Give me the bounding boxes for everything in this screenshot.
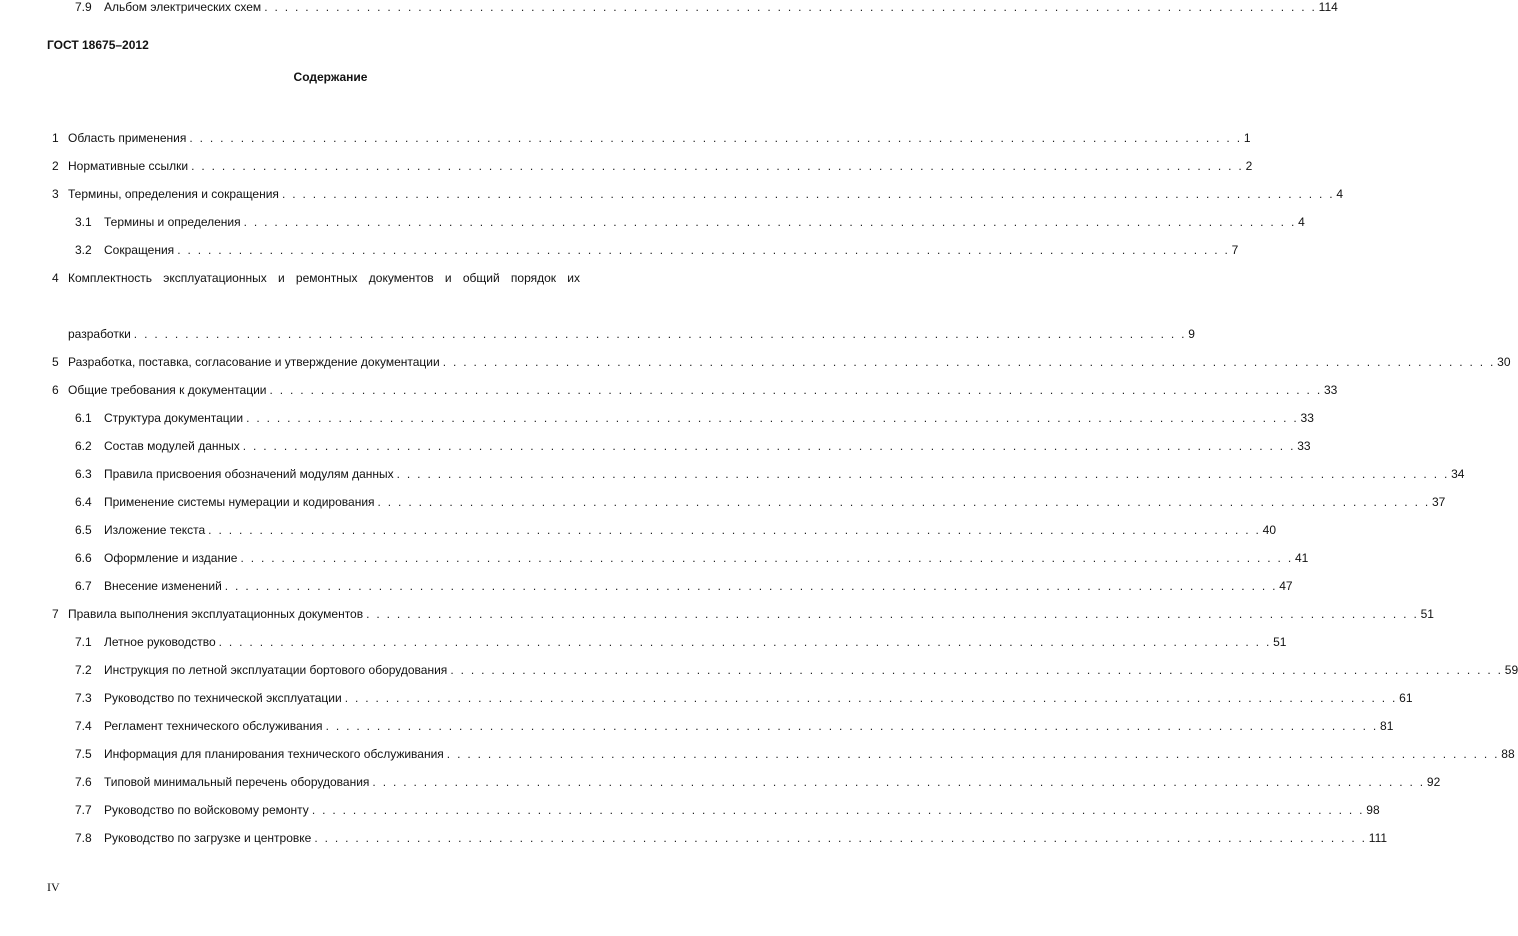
toc-entry-text: Руководство по войсковому ремонту: [104, 803, 309, 817]
toc-entry-text: Изложение текста: [104, 523, 206, 537]
toc-entry[interactable]: [68, 187, 1344, 201]
toc-entry-text: Состав модулей данных: [104, 439, 240, 453]
toc-entry-page: 37: [1431, 495, 1446, 509]
toc-entry-text: Термины, определения и сокращения: [68, 187, 279, 201]
toc-entry[interactable]: [104, 523, 1276, 537]
toc-entry-number: 4: [52, 271, 59, 285]
toc-entry-page: 33: [1297, 439, 1311, 453]
toc-entry-number: 6.1: [75, 411, 92, 425]
toc-entry-number: 6.4: [75, 495, 92, 509]
toc-entry-text: Регламент технического обслуживания: [104, 719, 323, 733]
leader-dots: . . . . . . . . . . . . . . . . . . . . . . . . . . . . . . . . . . . . . . . . . . . . . . . . . . . . . . . . . . . . . . . . . . . . . . . . . . . . . . . . . . . . . . . . . . . . . . . . . . . . . . .: [325, 719, 1379, 733]
leader-dots: . . . . . . . . . . . . . . . . . . . . . . . . . . . . . . . . . . . . . . . . . . . . . . . . . . . . . . . . . . . . . . . . . . . . . . . . . . . . . . . . . . . . . . . . . . . . . . . . . . . . . . .: [133, 327, 1187, 341]
toc-entry-text: Термины и определения: [104, 215, 241, 229]
toc-entry-text: Руководство по загрузке и центровке: [104, 831, 312, 845]
leader-dots: . . . . . . . . . . . . . . . . . . . . . . . . . . . . . . . . . . . . . . . . . . . . . . . . . . . . . . . . . . . . . . . . . . . . . . . . . . . . . . . . . . . . . . . . . . . . . . . . . . . . . . .: [269, 383, 1322, 397]
toc-entry-page: 47: [1279, 579, 1293, 593]
page-number: IV: [47, 880, 60, 894]
toc-entry-page: 4: [1336, 187, 1344, 201]
toc-entry-page: 98: [1366, 803, 1380, 817]
leader-dots: . . . . . . . . . . . . . . . . . . . . . . . . . . . . . . . . . . . . . . . . . . . . . . . . . . . . . . . . . . . . . . . . . . . . . . . . . . . . . . . . . . . . . . . . . . . . . . . . . . . . . . .: [442, 355, 1496, 369]
toc-entry-continuation: разработки: [68, 327, 131, 341]
toc-entry[interactable]: [104, 411, 1314, 425]
toc-entry[interactable]: [104, 831, 1388, 845]
toc-entry-page: 40: [1262, 523, 1276, 537]
toc-entry-page: 51: [1273, 635, 1287, 649]
leader-dots: . . . . . . . . . . . . . . . . . . . . . . . . . . . . . . . . . . . . . . . . . . . . . . . . . . . . . . . . . . . . . . . . . . . . . . . . . . . . . . . . . . . . . . . . . . . . . . . . . . . . . . .: [189, 131, 1242, 145]
toc-entry-text: Область применения: [68, 131, 187, 145]
toc-entry-page: 51: [1420, 607, 1434, 621]
toc-entry-number: 7.1: [75, 635, 92, 649]
toc-entry[interactable]: [104, 243, 1239, 257]
leader-dots: . . . . . . . . . . . . . . . . . . . . . . . . . . . . . . . . . . . . . . . . . . . . . . . . . . . . . . . . . . . . . . . . . . . . . . . . . . . . . . . . . . . . . . . . . . . . . . . . . . . . . . .: [243, 215, 1297, 229]
toc-entry[interactable]: [104, 0, 1338, 14]
toc-entry-text: Альбом электрических схем: [104, 0, 262, 14]
toc-entry[interactable]: [68, 383, 1338, 397]
toc-entry[interactable]: [104, 803, 1380, 817]
toc-entry[interactable]: [68, 159, 1253, 173]
toc-entry-number: 7.7: [75, 803, 92, 817]
toc-entry-page: 9: [1188, 327, 1195, 341]
toc-entry-number: 1: [52, 131, 59, 145]
leader-dots: . . . . . . . . . . . . . . . . . . . . . . . . . . . . . . . . . . . . . . . . . . . . . . . . . . . . . . . . . . . . . . . . . . . . . . . . . . . . . . . . . . . . . . . . . . . . . . . . . . . . . . .: [242, 439, 1296, 453]
toc-entry-page: 30: [1497, 355, 1511, 369]
toc-entry-page: 1: [1243, 131, 1251, 145]
toc-entry-text: Внесение изменений: [104, 579, 222, 593]
leader-dots: . . . . . . . . . . . . . . . . . . . . . . . . . . . . . . . . . . . . . . . . . . . . . . . . . . . . . . . . . . . . . . . . . . . . . . . . . . . . . . . . . . . . . . . . . . . . . . . . . . . . . . .: [264, 0, 1317, 14]
toc-entry[interactable]: [104, 579, 1293, 593]
toc-entry-number: 7.8: [75, 831, 92, 845]
leader-dots: . . . . . . . . . . . . . . . . . . . . . . . . . . . . . . . . . . . . . . . . . . . . . . . . . . . . . . . . . . . . . . . . . . . . . . . . . . . . . . . . . . . . . . . . . . . . . . . . . . . . . . .: [314, 831, 1367, 845]
toc-entry[interactable]: [68, 131, 1251, 145]
toc-entry-text: Летное руководство: [104, 635, 216, 649]
toc-entry-number: 7.4: [75, 719, 92, 733]
toc-entry-number: 7.9: [75, 0, 92, 14]
toc-entry[interactable]: [104, 215, 1305, 229]
toc-entry-page: 34: [1451, 467, 1465, 481]
leader-dots: . . . . . . . . . . . . . . . . . . . . . . . . . . . . . . . . . . . . . . . . . . . . . . . . . . . . . . . . . . . . . . . . . . . . . . . . . . . . . . . . . . . . . . . . . . . . . . . . . . . . . . .: [177, 243, 1230, 257]
toc-entry-text: Правила присвоения обозначений модулям данных: [104, 467, 394, 481]
toc-entry-number: 2: [52, 159, 59, 173]
toc-entry-number: 6: [52, 383, 59, 397]
leader-dots: . . . . . . . . . . . . . . . . . . . . . . . . . . . . . . . . . . . . . . . . . . . . . . . . . . . . . . . . . . . . . . . . . . . . . . . . . . . . . . . . . . . . . . . . . . . . . . . . . . . . . . .: [446, 747, 1500, 761]
toc-entry-number: 7.2: [75, 663, 92, 677]
toc-entry-number: 5: [52, 355, 59, 369]
toc-entry-page: 59: [1504, 663, 1518, 677]
toc-entry-number: 7.5: [75, 747, 92, 761]
toc-entry-number: 6.3: [75, 467, 92, 481]
toc-entry-text: Нормативные ссылки: [68, 159, 189, 173]
toc-entry-text: Руководство по технической эксплуатации: [104, 691, 342, 705]
toc-entry-page: 33: [1323, 383, 1338, 397]
toc-entry-text: Оформление и издание: [104, 551, 238, 565]
toc-entry-page: 111: [1368, 831, 1388, 845]
toc-entry[interactable]: [104, 495, 1446, 509]
toc-entry-page: 61: [1399, 691, 1413, 705]
toc-entry-number: 7: [52, 607, 59, 621]
toc-entry[interactable]: [104, 551, 1309, 565]
toc-entry[interactable]: [68, 327, 1195, 341]
toc-entry-text: Правила выполнения эксплуатационных документов: [68, 607, 364, 621]
toc-entry-page: 81: [1380, 719, 1394, 733]
toc-entry-page: 2: [1245, 159, 1253, 173]
toc-entry-number: 6.5: [75, 523, 92, 537]
toc-entry-text: Сокращения: [104, 243, 175, 257]
toc-entry-number: 6.2: [75, 439, 92, 453]
toc-entry-page: 33: [1300, 411, 1314, 425]
toc-entry-page: 92: [1426, 775, 1441, 789]
toc-entry-number: 6.7: [75, 579, 92, 593]
toc-entry[interactable]: [104, 775, 1441, 789]
toc-entry[interactable]: [104, 719, 1394, 733]
toc-entry[interactable]: [104, 635, 1287, 649]
toc-entry-number: 3.1: [75, 215, 92, 229]
toc-entry-number: 6.6: [75, 551, 92, 565]
toc-entry-text: Инструкция по летной эксплуатации бортового оборудования: [104, 663, 448, 677]
toc-entry[interactable]: [104, 467, 1465, 481]
toc-entry-text: Комплектность эксплуатационных и ремонтных документов и общий порядок их: [68, 271, 580, 285]
toc-entry-text: Информация для планирования технического обслуживания: [104, 747, 444, 761]
leader-dots: . . . . . . . . . . . . . . . . . . . . . . . . . . . . . . . . . . . . . . . . . . . . . . . . . . . . . . . . . . . . . . . . . . . . . . . . . . . . . . . . . . . . . . . . . . . . . . . . . . . . . . .: [281, 187, 1335, 201]
leader-dots: . . . . . . . . . . . . . . . . . . . . . . . . . . . . . . . . . . . . . . . . . . . . . . . . . . . . . . . . . . . . . . . . . . . . . . . . . . . . . . . . . . . . . . . . . . . . . . . . . . . . . . .: [396, 467, 1450, 481]
page-title: Содержание: [293, 70, 368, 84]
leader-dots: . . . . . . . . . . . . . . . . . . . . . . . . . . . . . . . . . . . . . . . . . . . . . . . . . . . . . . . . . . . . . . . . . . . . . . . . . . . . . . . . . . . . . . . . . . . . . . . . . . . . . . .: [191, 159, 1244, 173]
leader-dots: . . . . . . . . . . . . . . . . . . . . . . . . . . . . . . . . . . . . . . . . . . . . . . . . . . . . . . . . . . . . . . . . . . . . . . . . . . . . . . . . . . . . . . . . . . . . . . . . . . . . . . .: [377, 495, 1430, 509]
toc-entry-number: 7.6: [75, 775, 92, 789]
toc-entry-text: Структура документации: [104, 411, 244, 425]
toc-entry-text: Общие требования к документации: [68, 383, 267, 397]
leader-dots: . . . . . . . . . . . . . . . . . . . . . . . . . . . . . . . . . . . . . . . . . . . . . . . . . . . . . . . . . . . . . . . . . . . . . . . . . . . . . . . . . . . . . . . . . . . . . . . . . . . . . . .: [218, 635, 1272, 649]
toc-entry[interactable]: [104, 439, 1311, 453]
leader-dots: . . . . . . . . . . . . . . . . . . . . . . . . . . . . . . . . . . . . . . . . . . . . . . . . . . . . . . . . . . . . . . . . . . . . . . . . . . . . . . . . . . . . . . . . . . . . . . . . . . . . . . .: [208, 523, 1261, 537]
toc-entry[interactable]: [104, 747, 1515, 761]
toc-entry-number: 7.3: [75, 691, 92, 705]
toc-entry-page: 114: [1318, 0, 1338, 14]
toc-entry[interactable]: [68, 355, 1511, 369]
toc-entry-page: 88: [1501, 747, 1515, 761]
leader-dots: . . . . . . . . . . . . . . . . . . . . . . . . . . . . . . . . . . . . . . . . . . . . . . . . . . . . . . . . . . . . . . . . . . . . . . . . . . . . . . . . . . . . . . . . . . . . . . . . . . . . . . .: [344, 691, 1398, 705]
toc-entry[interactable]: [68, 607, 1434, 621]
leader-dots: . . . . . . . . . . . . . . . . . . . . . . . . . . . . . . . . . . . . . . . . . . . . . . . . . . . . . . . . . . . . . . . . . . . . . . . . . . . . . . . . . . . . . . . . . . . . . . . . . . . . . . .: [240, 551, 1293, 565]
toc-entry[interactable]: [104, 691, 1413, 705]
toc-entry-number: 3.2: [75, 243, 92, 257]
toc-entry-page: 41: [1294, 551, 1309, 565]
toc-entry-text: Типовой минимальный перечень оборудования: [104, 775, 370, 789]
leader-dots: . . . . . . . . . . . . . . . . . . . . . . . . . . . . . . . . . . . . . . . . . . . . . . . . . . . . . . . . . . . . . . . . . . . . . . . . . . . . . . . . . . . . . . . . . . . . . . . . . . . . . . .: [224, 579, 1278, 593]
toc-entry-number: 3: [52, 187, 59, 201]
leader-dots: . . . . . . . . . . . . . . . . . . . . . . . . . . . . . . . . . . . . . . . . . . . . . . . . . . . . . . . . . . . . . . . . . . . . . . . . . . . . . . . . . . . . . . . . . . . . . . . . . . . . . . .: [372, 775, 1425, 789]
leader-dots: . . . . . . . . . . . . . . . . . . . . . . . . . . . . . . . . . . . . . . . . . . . . . . . . . . . . . . . . . . . . . . . . . . . . . . . . . . . . . . . . . . . . . . . . . . . . . . . . . . . . . . .: [450, 663, 1503, 677]
toc-entry-page: 7: [1231, 243, 1239, 257]
toc-entry-text: Разработка, поставка, согласование и утверждение документации: [68, 355, 440, 369]
toc-entry[interactable]: [104, 663, 1518, 677]
toc-entry-page: 4: [1298, 215, 1305, 229]
document-code: ГОСТ 18675–2012: [47, 38, 149, 52]
toc-entry-text: Применение системы нумерации и кодирования: [104, 495, 375, 509]
leader-dots: . . . . . . . . . . . . . . . . . . . . . . . . . . . . . . . . . . . . . . . . . . . . . . . . . . . . . . . . . . . . . . . . . . . . . . . . . . . . . . . . . . . . . . . . . . . . . . . . . . . . . . .: [366, 607, 1419, 621]
leader-dots: . . . . . . . . . . . . . . . . . . . . . . . . . . . . . . . . . . . . . . . . . . . . . . . . . . . . . . . . . . . . . . . . . . . . . . . . . . . . . . . . . . . . . . . . . . . . . . . . . . . . . . .: [311, 803, 1365, 817]
leader-dots: . . . . . . . . . . . . . . . . . . . . . . . . . . . . . . . . . . . . . . . . . . . . . . . . . . . . . . . . . . . . . . . . . . . . . . . . . . . . . . . . . . . . . . . . . . . . . . . . . . . . . . .: [246, 411, 1299, 425]
